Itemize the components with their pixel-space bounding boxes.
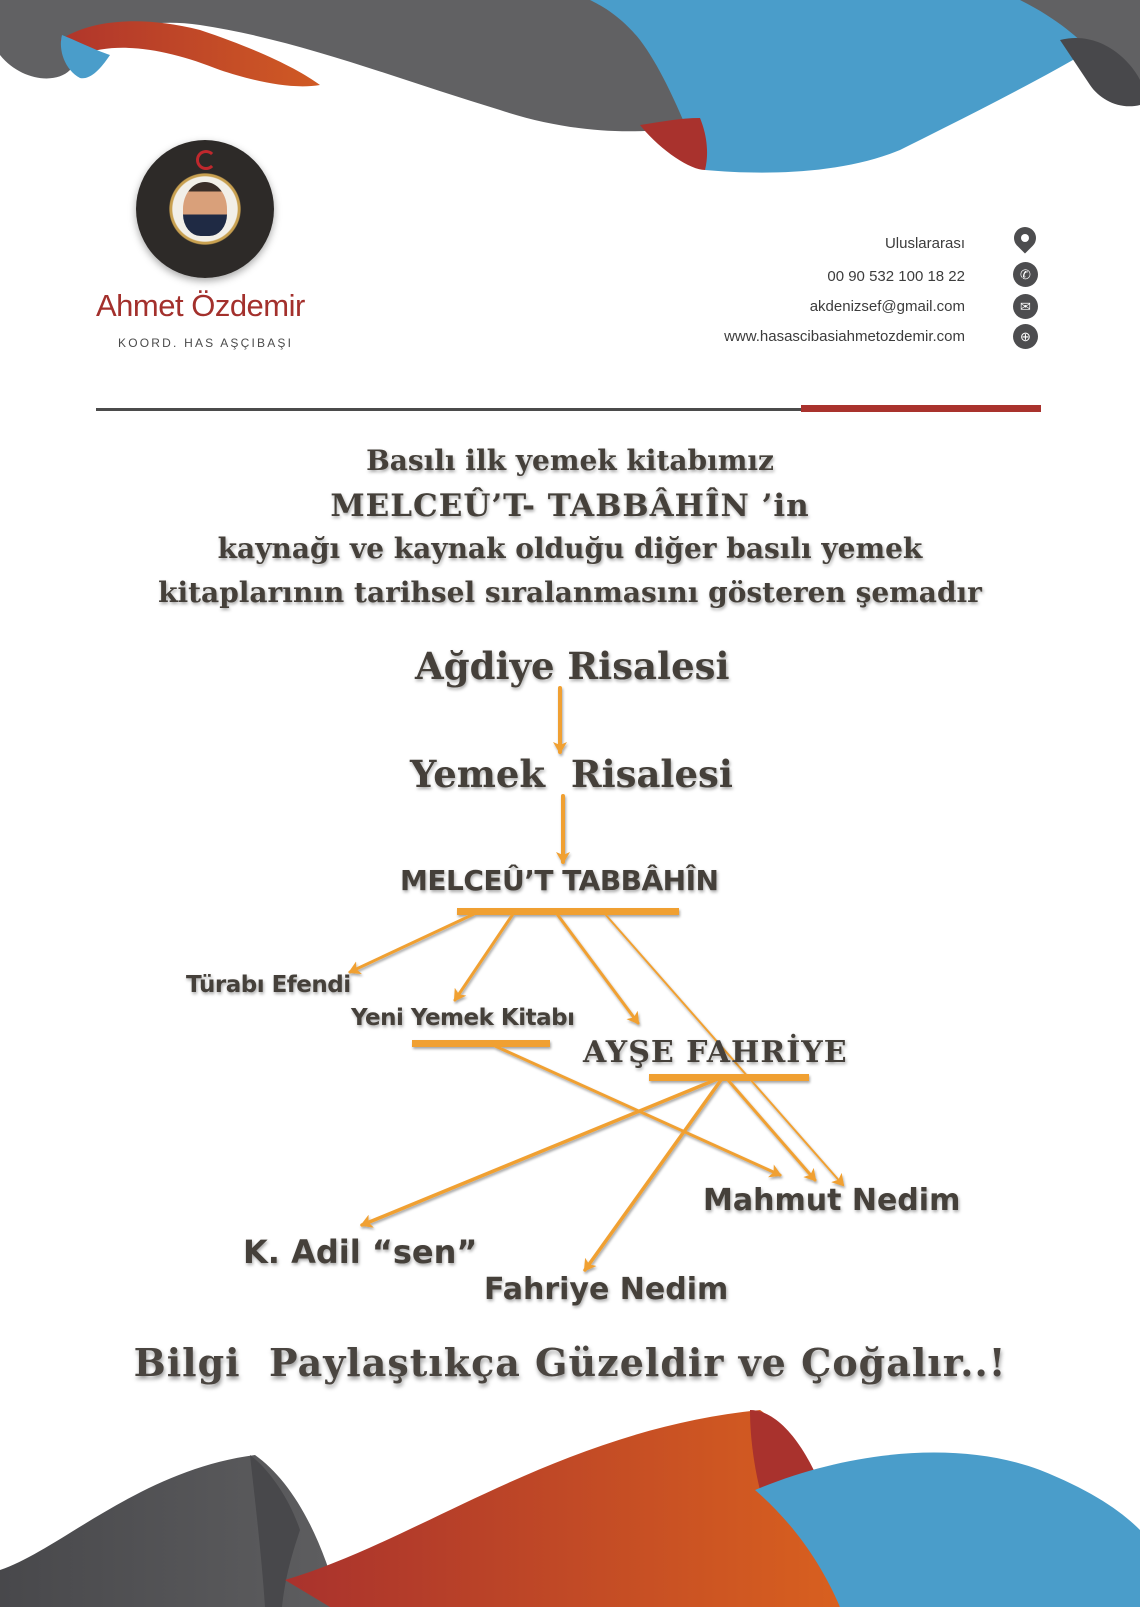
heading-line-2: MELCEÛ’T- TABBÂHÎN ’in (330, 488, 810, 524)
node-fahriye-nedim: Fahriye Nedim (484, 1272, 729, 1307)
node-agdiye-risalesi: Ağdiye Risalesi (415, 644, 730, 688)
node-mahmut-nedim: Mahmut Nedim (703, 1183, 961, 1218)
contact-location: Uluslararası (884, 235, 965, 252)
node-yeni-yemek-kitabi: Yeni Yemek Kitabı (351, 1005, 575, 1031)
footer-slogan: Bilgi Paylaştıkça Güzeldir ve Çoğalır..! (133, 1340, 1007, 1385)
globe-icon: ⊕ (1013, 324, 1038, 349)
contact-website[interactable]: www.hasascibasiahmetozdemir.com (724, 328, 965, 345)
phone-icon: ✆ (1013, 262, 1038, 287)
bottom-wave-decoration (0, 1410, 1140, 1607)
heading-line-1: Basılı ilk yemek kitabımız (366, 444, 774, 477)
heading-line-3: kaynağı ve kaynak olduğu diğer basılı yemek (217, 532, 923, 565)
node-ayse-fahriye: AYŞE FAHRİYE (583, 1035, 848, 1070)
brand-name: Ahmet Özdemir (96, 288, 305, 323)
node-turabi-efendi: Türabı Efendi (186, 972, 351, 998)
node-k-adil-sen: K. Adil “sen” (243, 1233, 478, 1271)
contact-phone[interactable]: 00 90 532 100 18 22 (827, 268, 965, 285)
brand-subtitle: KOORD. HAS AŞÇIBAŞI (118, 336, 294, 350)
heading-line-4: kitaplarının tarihsel sıralanmasını gösteren şemadır (158, 576, 982, 609)
mail-icon: ✉ (1013, 294, 1038, 319)
node-yemek-risalesi: Yemek Risalesi (410, 752, 733, 796)
contact-email[interactable]: akdenizsef@gmail.com (809, 298, 965, 315)
node-melceut-tabbahin: MELCEÛ’T TABBÂHÎN (400, 864, 719, 897)
